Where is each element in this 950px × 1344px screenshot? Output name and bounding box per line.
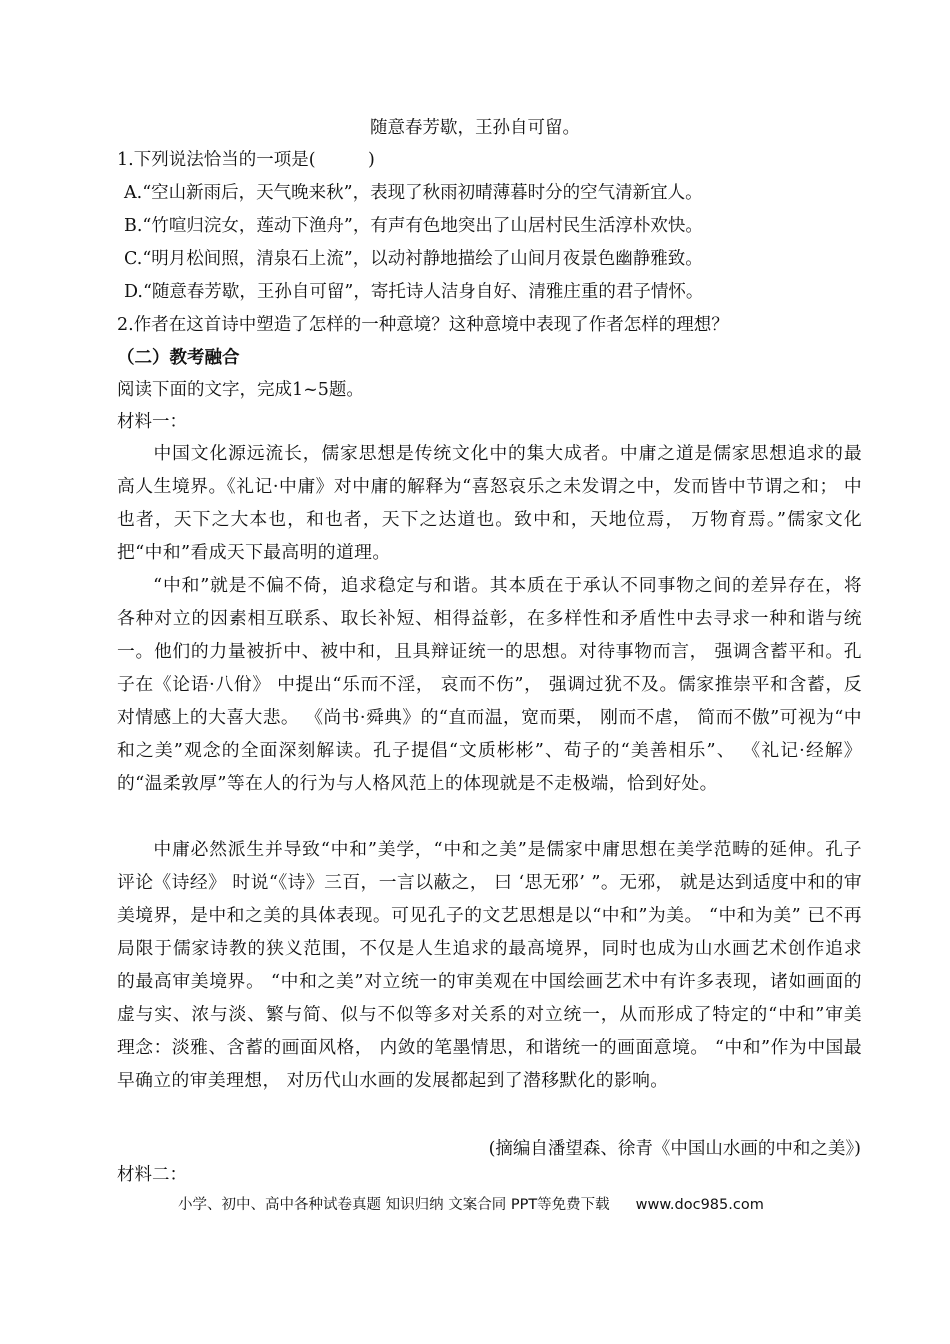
question-1-option-a: A.“空山新雨后，天气晚来秋”，表现了秋雨初晴薄暮时分的空气清新宜人。 <box>124 183 703 203</box>
question-1-stem: 1.下列说法恰当的一项是( ) <box>117 150 375 170</box>
reading-instruction: 阅读下面的文字，完成1~5题。 <box>117 380 364 400</box>
page-footer <box>178 1193 764 1214</box>
footer-text: 小学、初中、高中各种试卷真题 知识归纳 文案合同 PPT等免费下载 <box>178 1197 610 1213</box>
question-1-option-c: C.“明月松间照，清泉石上流”，以动衬静地描绘了山间月夜景色幽静雅致。 <box>124 249 703 269</box>
material-1-paragraph-3 <box>117 833 862 1097</box>
question-1-option-d: D.“随意春芳歇，王孙自可留”，寄托诗人洁身自好、清雅庄重的君子情怀。 <box>124 282 704 302</box>
material-1-paragraph-2 <box>117 569 862 800</box>
paragraph-text: “中和”就是不偏不倚，追求稳定与和谐。其本质在于承认不同事物之间的差异存在，将各种对立的因素相互联系、取长补短、相得益彰，在多样性和矛盾性中去寻求一种和谐与统一。他们的力量被折中、被中和，且具辩证统一的思想。对待事物而言， 强调含蓄平和。孔子在《论语·八佾》 中提出“乐而不淫， 哀而不伤”， 强调过犹不及。儒家推崇平和含蓄，反对情感上的大喜大悲。 《尚书·舜典》的“直而温，宽而栗， 刚而不虐， 简而不傲”可视为“中和之美”观念的全面深刻解读。孔子提倡“文质彬彬”、荀子的“美善相乐”、 《礼记·经解》的“温柔敦厚”等在人的行为与人格风范上的体现就是不走极端，恰到好处。 <box>117 575 862 794</box>
paragraph-text: 中国文化源远流长，儒家思想是传统文化中的集大成者。中庸之道是儒家思想追求的最高人生境界。《礼记·中庸》对中庸的解释为“喜怒哀乐之未发谓之中，发而皆中节谓之和； 中也者，天下之大本也，和也者，天下之达道也。致中和，天地位焉， 万物育焉。”儒家文化把“中和”看成天下最高明的道理。 <box>117 443 862 563</box>
footer-url[interactable]: www.doc985.com <box>635 1197 764 1213</box>
material-1-paragraph-1 <box>117 437 862 569</box>
question-1-option-b: B.“竹喧归浣女，莲动下渔舟”，有声有色地突出了山居村民生活淳朴欢快。 <box>124 216 703 236</box>
section-title: （二）教考融合 <box>117 348 240 368</box>
paragraph-text: 中庸必然派生并导致“中和”美学，“中和之美”是儒家中庸思想在美学范畴的延伸。孔子评论《诗经》 时说“《诗》三百，一言以蔽之， 曰 ‘思无邪’ ”。无邪， 就是达到适度中和的审美境界，是中和之美的具体表现。可见孔子的文艺思想是以“中和”为美。 “中和为美” 已不再局限于儒家诗教的狭义范围，不仅是人生追求的最高境界，同时也成为山水画艺术创作追求的最高审美境界。 “中和之美”对立统一的审美观在中国绘画艺术中有许多表现，诸如画面的虚与实、浓与淡、繁与简、似与不似等多对关系的对立统一，从而形成了特定的“中和”审美理念：淡雅、含蓄的画面风格， 内敛的笔墨情思，和谐统一的画面意境。 “中和”作为中国最早确立的审美理想， 对历代山水画的发展都起到了潜移默化的影响。 <box>117 839 862 1091</box>
poem-last-line: 随意春芳歇，王孙自可留。 <box>370 118 580 138</box>
material-1-source: (摘编自潘望森、徐青《中国山水画的中和之美》) <box>488 1139 861 1159</box>
material-2-label: 材料二： <box>117 1165 187 1185</box>
question-2: 2.作者在这首诗中塑造了怎样的一种意境？这种意境中表现了作者怎样的理想？ <box>117 315 729 335</box>
material-1-label: 材料一： <box>117 412 187 432</box>
